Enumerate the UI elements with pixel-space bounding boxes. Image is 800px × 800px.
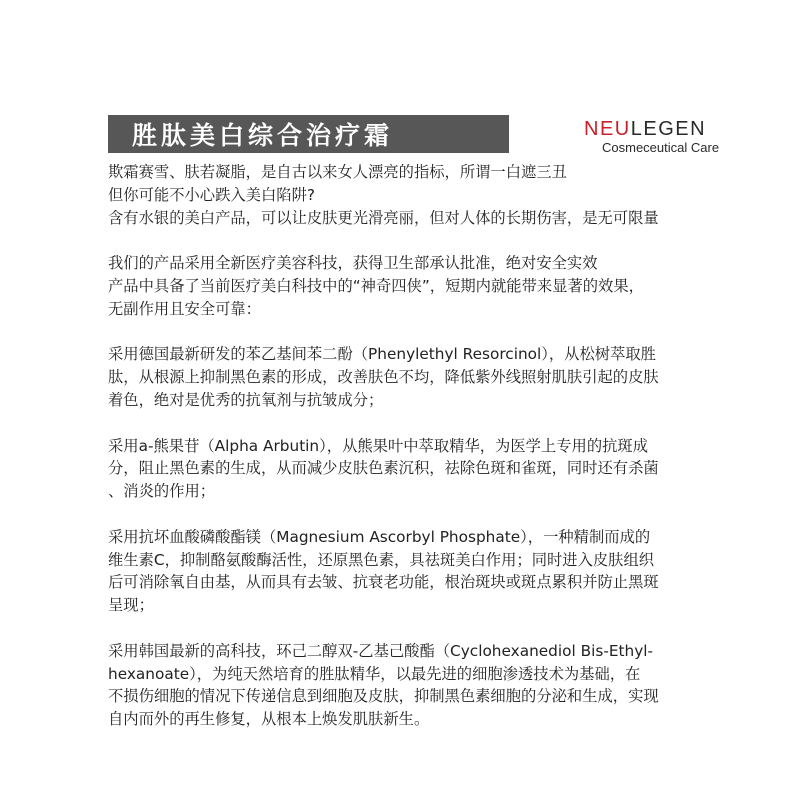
text-line: 产品中具备了当前医疗美白科技中的“神奇四侠”，短期内就能带来显著的效果， <box>108 276 644 295</box>
paragraph-alpha-arbutin <box>108 435 753 503</box>
brand-name-accent: NEU <box>584 118 631 140</box>
text-line: 但你可能不小心跌入美白陷阱? <box>108 185 315 204</box>
article-body <box>108 161 753 754</box>
text-line: 维生素C，抑制酪氨酸酶活性，还原黑色素，具祛斑美白作用；同时进入皮肤组织 <box>108 550 655 569</box>
brand-name-rest: LEGEN <box>630 118 707 140</box>
paragraph-magnesium-ascorbyl-phosphate <box>108 526 753 617</box>
title-bar <box>108 115 509 153</box>
brand-name <box>584 118 754 140</box>
brand-logo <box>584 118 754 156</box>
text-line: 、消炎的作用； <box>108 482 216 501</box>
page-title: 胜肽美白综合治疗霜 <box>132 121 394 150</box>
text-line: 无副作用且安全可靠： <box>108 299 261 318</box>
text-line: 肽，从根源上抑制黑色素的形成，改善肤色不均，降低紫外线照射肌肤引起的皮肤 <box>108 368 659 387</box>
text-line: 采用抗坏血酸磷酸酯镁（Magnesium Ascorbyl Phosphate），一种精制而成的 <box>108 527 651 546</box>
text-line: 呈现； <box>108 596 154 615</box>
text-line: 含有水银的美白产品，可以让皮肤更光滑亮丽，但对人体的长期伤害，是无可限量 <box>108 208 659 227</box>
text-line: 分，阻止黑色素的生成，从而减少皮肤色素沉积，祛除色斑和雀斑，同时还有杀菌 <box>108 459 659 478</box>
text-line: 采用德国最新研发的苯乙基间苯二酚（Phenylethyl Resorcinol），从松树萃取胜 <box>108 345 656 364</box>
text-line: 欺霜赛雪、肤若凝脂，是自古以来女人漂亮的指标，所谓一白遮三丑 <box>108 163 567 181</box>
text-line: 不损伤细胞的情况下传递信息到细胞及皮肤，抑制黑色素细胞的分泌和生成，实现 <box>108 687 659 706</box>
paragraph-product-claim <box>108 252 753 320</box>
paragraph-phenylethyl-resorcinol <box>108 343 753 411</box>
text-line: 着色，绝对是优秀的抗氧剂与抗皱成分； <box>108 390 384 409</box>
paragraph-intro <box>108 161 753 229</box>
brand-tagline: Cosmeceutical Care <box>602 140 720 155</box>
paragraph-cyclohexanediol <box>108 640 753 731</box>
text-line: 自内而外的再生修复，从根本上焕发肌肤新生。 <box>108 710 430 729</box>
text-line: 采用a-熊果苷（Alpha Arbutin），从熊果叶中萃取精华，为医学上专用的抗斑成 <box>108 436 649 455</box>
text-line: 后可消除氧自由基，从而具有去皱、抗衰老功能，根治斑块或斑点累积并防止黑斑 <box>108 573 659 592</box>
text-line: 我们的产品采用全新医疗美容科技，获得卫生部承认批准，绝对安全实效 <box>108 254 598 273</box>
text-line: 采用韩国最新的高科技，环己二醇双-乙基己酸酯（Cyclohexanediol Bis-Ethyl- <box>108 641 654 660</box>
text-line: hexanoate），为纯天然培育的胜肽精华，以最先进的细胞渗透技术为基础，在 <box>108 664 641 683</box>
